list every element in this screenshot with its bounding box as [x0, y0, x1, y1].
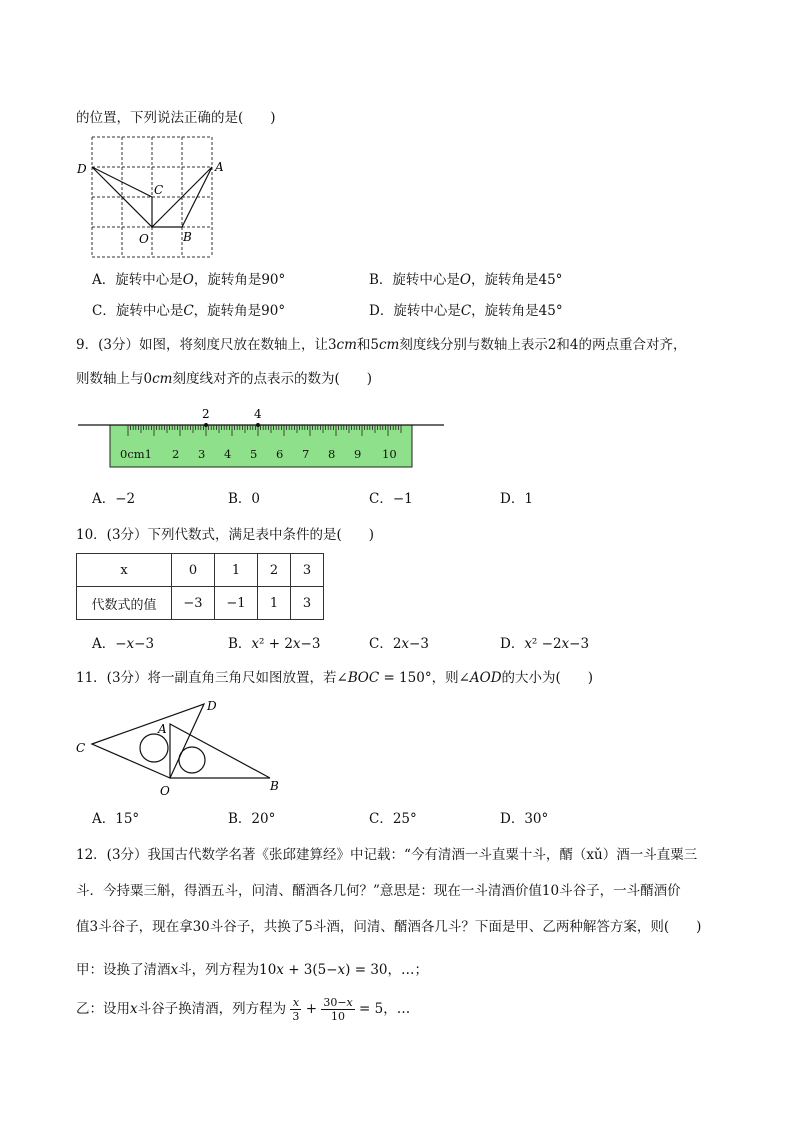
q9-ruler-label-6: 6 [276, 447, 284, 461]
q12-yi-fraction-1 [290, 996, 301, 1023]
q10-option-d[interactable]: D．𝑥² −2𝑥−3 [500, 636, 590, 652]
q9-axis-label-2: 2 [202, 407, 210, 421]
q10-option-c[interactable]: C．2𝑥−3 [369, 636, 429, 652]
q11-hole-left [140, 734, 168, 762]
q12-yi-suffix: = 5，… [359, 1001, 411, 1017]
q12-stem-line1: 12．(3分）我国古代数学名著《张邱建算经》中记载：“今有清酒一斗直粟十斗，醑（xǔ）酒一斗直粟三 [76, 847, 698, 863]
q10-cell: 0 [172, 554, 215, 587]
q12-plan-jia: 甲：设换了清酒𝑥斗，列方程为10𝑥 + 3(5−𝑥) = 30，…； [76, 962, 429, 978]
q10-cell: 1 [215, 554, 258, 587]
q9-ruler-label-2: 2 [172, 447, 180, 461]
q9-ruler-label-9: 9 [354, 447, 362, 461]
q11-set-squares [92, 704, 270, 778]
q10-cell: −1 [215, 587, 258, 620]
q9-stem-line1: 9．(3分）如图，将刻度尺放在数轴上，让3𝑐𝑚和5𝑐𝑚刻度线分别与数轴上表示2和4的两点重合对齐， [76, 337, 687, 353]
q11-option-a[interactable]: A．15° [92, 811, 140, 827]
q8-label-a: A [215, 160, 224, 174]
q10-stem: 10．(3分）下列代数式，满足表中条件的是( ) [76, 527, 375, 543]
q11-hole-right [179, 747, 205, 773]
q8-label-c: C [154, 183, 164, 197]
q12-yi-frac1-num: 𝑥 [290, 996, 301, 1010]
q9-ruler-label-10: 10 [382, 447, 397, 461]
q11-label-d: D [207, 699, 217, 713]
q11-option-d[interactable]: D．30° [500, 811, 549, 827]
q8-label-b: B [183, 230, 192, 244]
q12-plan-yi [76, 996, 410, 1023]
q11-label-b: B [270, 779, 279, 793]
q12-yi-prefix: 乙：设用𝑥斗谷子换清酒，列方程为 [76, 1001, 287, 1017]
q11-label-o: O [160, 784, 170, 798]
q9-ruler-label-8: 8 [328, 447, 336, 461]
q10-cell: 1 [258, 587, 291, 620]
q11-option-b[interactable]: B．20° [228, 811, 276, 827]
q11-stem: 11．(3分）将一副直角三角尺如图放置，若∠𝐵𝑂𝐶 = 150°，则∠𝐴𝑂𝐷的大小为( ) [76, 670, 594, 686]
q9-axis-point-2 [204, 423, 208, 427]
q10-option-a[interactable]: A．−𝑥−3 [92, 636, 155, 652]
q12-stem-line2: 斗．今持粟三斛，得酒五斗，问清、醑酒各几何？”意思是：现在一斗清酒价值10斗谷子，一斗醑酒价 [76, 883, 681, 899]
table-row [77, 554, 324, 587]
q8-stem-tail: 的位置，下列说法正确的是( ) [76, 110, 276, 126]
q10-cell: −3 [172, 587, 215, 620]
q8-option-b[interactable]: B．旋转中心是𝑂，旋转角是45° [369, 272, 563, 288]
q12-stem-line3: 值3斗谷子，现在拿30斗谷子，共换了5斗酒，问清、醑酒各几斗？下面是甲、乙两种解答方案，则( ) [76, 919, 702, 935]
q8-option-d[interactable]: D．旋转中心是𝐶，旋转角是45° [369, 303, 563, 319]
q12-yi-frac2-num: 30−𝑥 [323, 996, 353, 1009]
q9-option-a[interactable]: A．−2 [92, 491, 136, 507]
q8-label-d: D [77, 162, 87, 176]
table-row [77, 587, 324, 620]
q10-cell: 3 [291, 554, 324, 587]
q9-option-b[interactable]: B．0 [228, 491, 261, 507]
q8-option-c[interactable]: C．旋转中心是𝐶，旋转角是90° [92, 303, 286, 319]
q9-ruler-label-7: 7 [302, 447, 310, 461]
q12-yi-plus: + [305, 1001, 318, 1017]
q12-yi-frac1-den: 3 [292, 1010, 300, 1023]
q11-label-c: C [76, 741, 86, 755]
q9-axis-label-4: 4 [254, 407, 262, 421]
q9-option-c[interactable]: C．−1 [369, 491, 413, 507]
q10-cell: 2 [258, 554, 291, 587]
q9-ruler-body [110, 425, 412, 467]
q9-axis-point-4 [256, 423, 260, 427]
q11-triangle-figure [74, 696, 284, 800]
q9-stem-line2: 则数轴上与0𝑐𝑚刻度线对齐的点表示的数为( ) [76, 371, 372, 387]
q9-ruler-label-0cm1: 0cm1 [120, 447, 152, 461]
q10-option-b[interactable]: B．𝑥² + 2𝑥−3 [228, 636, 321, 652]
q12-yi-fraction-2 [321, 996, 354, 1023]
q10-value-table [76, 553, 324, 620]
q9-ruler-label-3: 3 [198, 447, 206, 461]
q8-label-o: O [139, 232, 149, 246]
q9-ruler-label-5: 5 [250, 447, 258, 461]
q10-cell-header-value: 代数式的值 [77, 587, 172, 620]
q10-cell: 3 [291, 587, 324, 620]
q9-ruler-figure [78, 403, 446, 473]
q11-option-c[interactable]: C．25° [369, 811, 417, 827]
q8-option-a[interactable]: A．旋转中心是𝑂，旋转角是90° [92, 272, 286, 288]
q11-label-a: A [158, 722, 167, 736]
q10-cell-header-x: x [77, 554, 172, 587]
q12-yi-frac2-den: 10 [331, 1010, 346, 1023]
q8-grid-figure [74, 133, 234, 265]
q9-option-d[interactable]: D．1 [500, 491, 533, 507]
q9-ruler-label-4: 4 [224, 447, 232, 461]
